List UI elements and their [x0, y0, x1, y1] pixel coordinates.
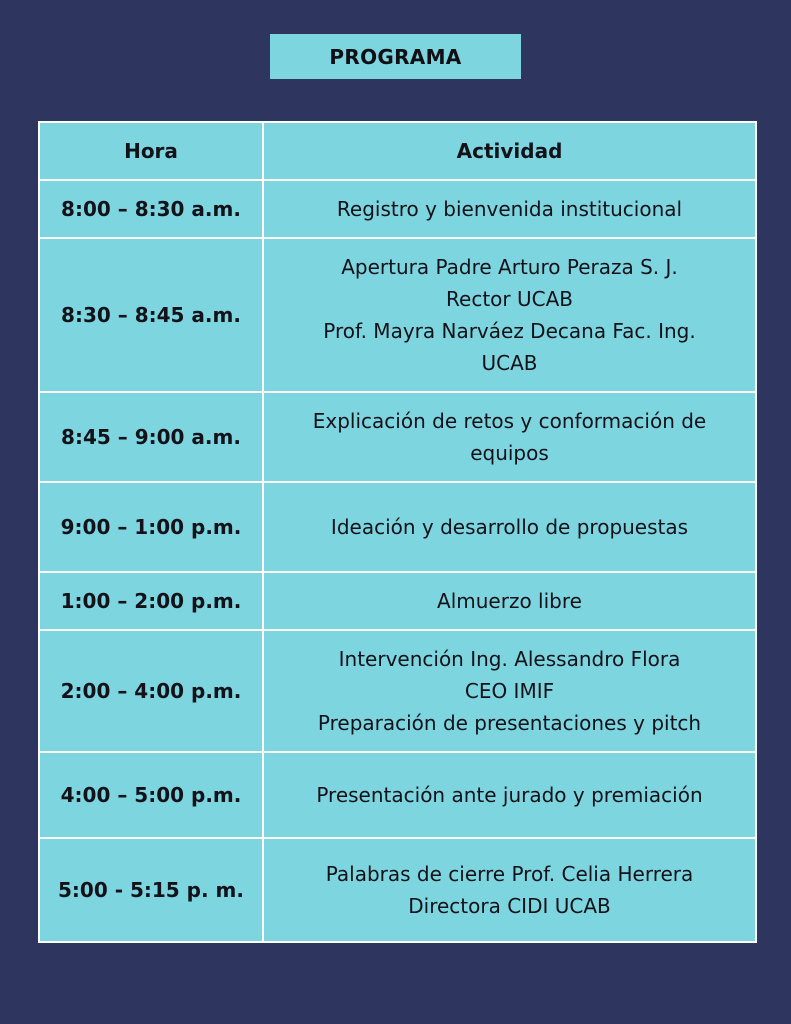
schedule-table [38, 121, 757, 943]
activity-line: UCAB [481, 351, 538, 375]
activity-cell [263, 752, 756, 838]
activity-cell [263, 482, 756, 572]
activity-line: Presentación ante jurado y premiación [316, 783, 703, 807]
table-row [39, 482, 756, 572]
time-cell: 8:00 – 8:30 a.m. [39, 180, 263, 238]
page-title: PROGRAMA [270, 34, 521, 79]
table-row [39, 752, 756, 838]
activity-cell [263, 238, 756, 392]
activity-cell [263, 572, 756, 630]
activity-line: equipos [470, 441, 549, 465]
time-cell: 5:00 - 5:15 p. m. [39, 838, 263, 942]
table-row [39, 572, 756, 630]
activity-cell [263, 838, 756, 942]
table-row [39, 630, 756, 752]
time-cell: 8:45 – 9:00 a.m. [39, 392, 263, 482]
activity-line: Directora CIDI UCAB [408, 894, 611, 918]
table-header-row [39, 122, 756, 180]
time-cell: 4:00 – 5:00 p.m. [39, 752, 263, 838]
activity-line: Palabras de cierre Prof. Celia Herrera [325, 862, 694, 886]
activity-line: Preparación de presentaciones y pitch [317, 711, 702, 735]
activity-cell [263, 180, 756, 238]
activity-line: Apertura Padre Arturo Peraza S. J. [341, 255, 678, 279]
time-cell: 9:00 – 1:00 p.m. [39, 482, 263, 572]
activity-line: Rector UCAB [446, 287, 573, 311]
time-cell: 2:00 – 4:00 p.m. [39, 630, 263, 752]
activity-line: Intervención Ing. Alessandro Flora [338, 647, 681, 671]
table-row [39, 180, 756, 238]
table-row [39, 838, 756, 942]
table-row [39, 238, 756, 392]
header-hora: Hora [39, 122, 263, 180]
activity-line: Prof. Mayra Narváez Decana Fac. Ing. [323, 319, 696, 343]
activity-line: Almuerzo libre [437, 589, 582, 613]
time-cell: 8:30 – 8:45 a.m. [39, 238, 263, 392]
activity-line: Ideación y desarrollo de propuestas [330, 515, 689, 539]
activity-line: CEO IMIF [464, 679, 555, 703]
table-row [39, 392, 756, 482]
activity-line: Registro y bienvenida institucional [336, 197, 683, 221]
activity-line: Explicación de retos y conformación de [312, 409, 707, 433]
header-actividad: Actividad [263, 122, 756, 180]
time-cell: 1:00 – 2:00 p.m. [39, 572, 263, 630]
activity-cell [263, 630, 756, 752]
activity-cell [263, 392, 756, 482]
